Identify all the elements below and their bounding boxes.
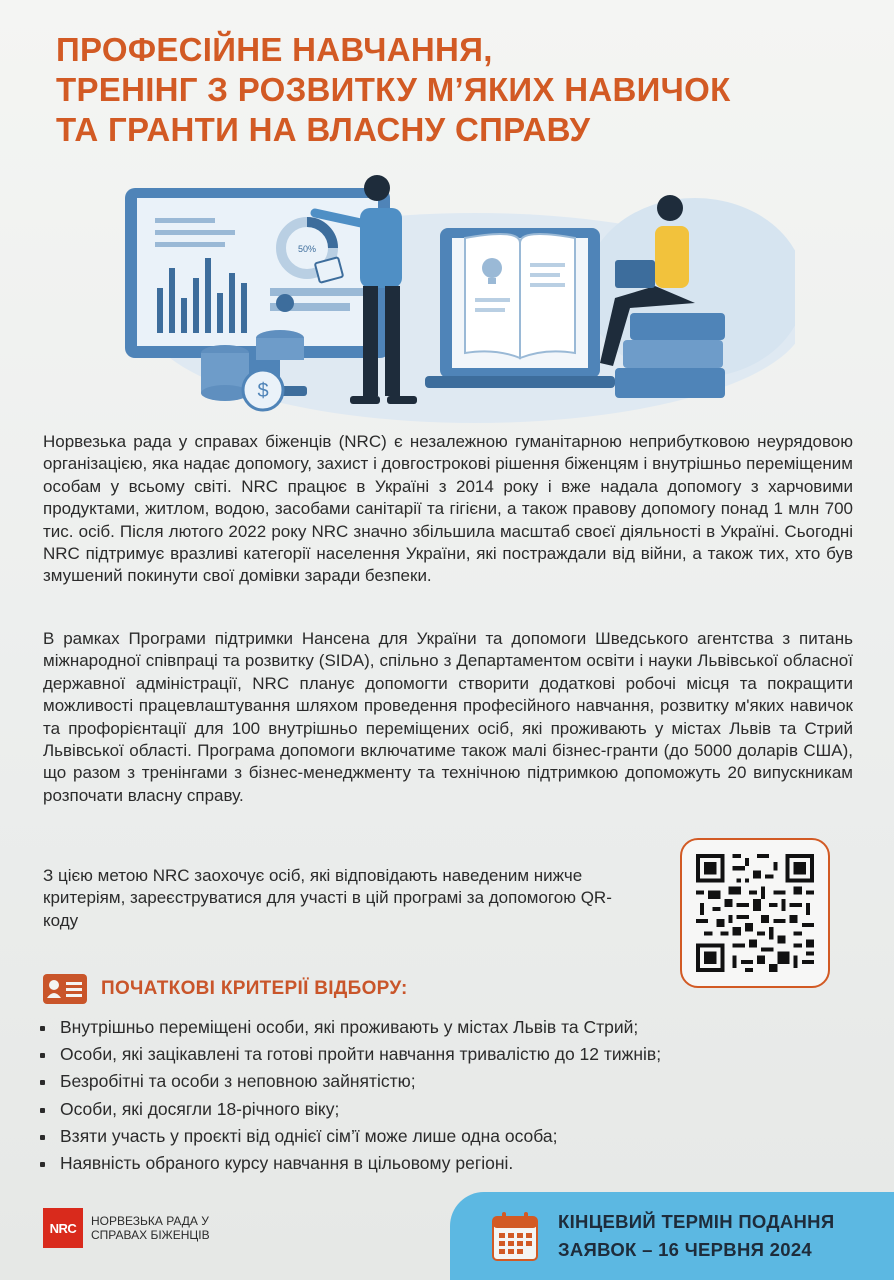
nrc-name-line-1: НОРВЕЗЬКА РАДА У	[91, 1214, 209, 1228]
nrc-badge: NRC	[43, 1208, 83, 1248]
deadline-banner	[450, 1192, 894, 1280]
svg-text:$: $	[257, 380, 269, 402]
title-line-1: ПРОФЕСІЙНЕ НАВЧАННЯ,	[56, 31, 493, 68]
id-card-icon	[43, 974, 87, 1004]
criteria-list	[38, 1014, 838, 1177]
calendar-icon	[492, 1211, 538, 1261]
hero-illustration	[95, 168, 795, 428]
list-item: Особи, які зацікавлені та готові пройти навчання тривалістю до 12 тижнів;	[38, 1041, 838, 1068]
title-line-2: ТРЕНІНГ З РОЗВИТКУ М’ЯКИХ НАВИЧОК	[56, 71, 731, 108]
chart-percent-label: 50%	[297, 244, 317, 254]
title-line-3: ТА ГРАНТИ НА ВЛАСНУ СПРАВУ	[56, 111, 591, 148]
list-item: Внутрішньо переміщені особи, які проживають у містах Львів та Стрий;	[38, 1014, 838, 1041]
intro-paragraph: Норвезька рада у справах біженців (NRC) є незалежною гуманітарною неприбутковою неурядовою організацією, яка надає допомогу, захист і довгострокові рішення біженцям і внутрішньо переміщеним особам у всьому світі. NRC працює в Україні з 2014 року і вже надала допомогу з харчовими продуктами, житлом, водою, засобами санітарії та гігієни, а також правову допомогу понад 1 млн 700 тис. осіб. Після лютого 2022 року NRC значно збільшила масштаб своєї діяльності в Україні. Сьогодні NRC підтримує вразливі категорії населення України, які постраждали від війни, а також тих, хто був змушений покинути свої домівки заради безпеки.	[43, 432, 853, 586]
program-paragraph: В рамках Програми підтримки Нансена для України та допомоги Шведського агентства з питань міжнародної співпраці та розвитку (SIDA), спільно з Департаментом освіти і науки Львівської обласної державної адміністрації, NRC планує допомогти створити додаткові робочі місця та покращити можливості працевлаштування шляхом проведення професійного навчання, розвитку м'яких навичок та профорієнтації для 100 внутрішньо переміщених осіб, які проживають у містах Львів та Стрий Львівської області. Програма допомоги включатиме також малі бізнес-гранти (до 5000 доларів США), що разом з тренінгами з бізнес-менеджменту та технічною підтримкою допоможуть 20 випускникам розпочати власну справу.	[43, 629, 853, 805]
qr-code[interactable]	[680, 838, 830, 988]
list-item: Особи, які досягли 18-річного віку;	[38, 1096, 838, 1123]
nrc-name	[91, 1214, 210, 1242]
call-to-action-paragraph: З цією метою NRC заохочує осіб, які відповідають наведеним нижче критеріям, зареєструватися для участі в цій програмі за допомогою QR-коду	[43, 866, 612, 930]
page-title	[56, 30, 856, 150]
criteria-heading	[43, 972, 408, 1006]
criteria-title: ПОЧАТКОВІ КРИТЕРІЇ ВІДБОРУ:	[101, 978, 408, 999]
list-item: Безробітні та особи з неповною зайнятістю;	[38, 1068, 838, 1095]
nrc-name-line-2: СПРАВАХ БІЖЕНЦІВ	[91, 1228, 210, 1242]
laptop-book-icon	[425, 228, 615, 388]
deadline-text	[558, 1208, 834, 1264]
qr-code-icon	[696, 854, 814, 972]
list-item: Наявність обраного курсу навчання в цільовому регіоні.	[38, 1150, 838, 1177]
nrc-logo	[43, 1208, 210, 1248]
training-illustration	[95, 168, 795, 428]
list-item: Взяти участь у проєкті від однієї сім’ї може лише одна особа;	[38, 1123, 838, 1150]
deadline-line-2: ЗАЯВОК – 16 ЧЕРВНЯ 2024	[558, 1239, 813, 1260]
deadline-line-1: КІНЦЕВИЙ ТЕРМІН ПОДАННЯ	[558, 1211, 835, 1232]
